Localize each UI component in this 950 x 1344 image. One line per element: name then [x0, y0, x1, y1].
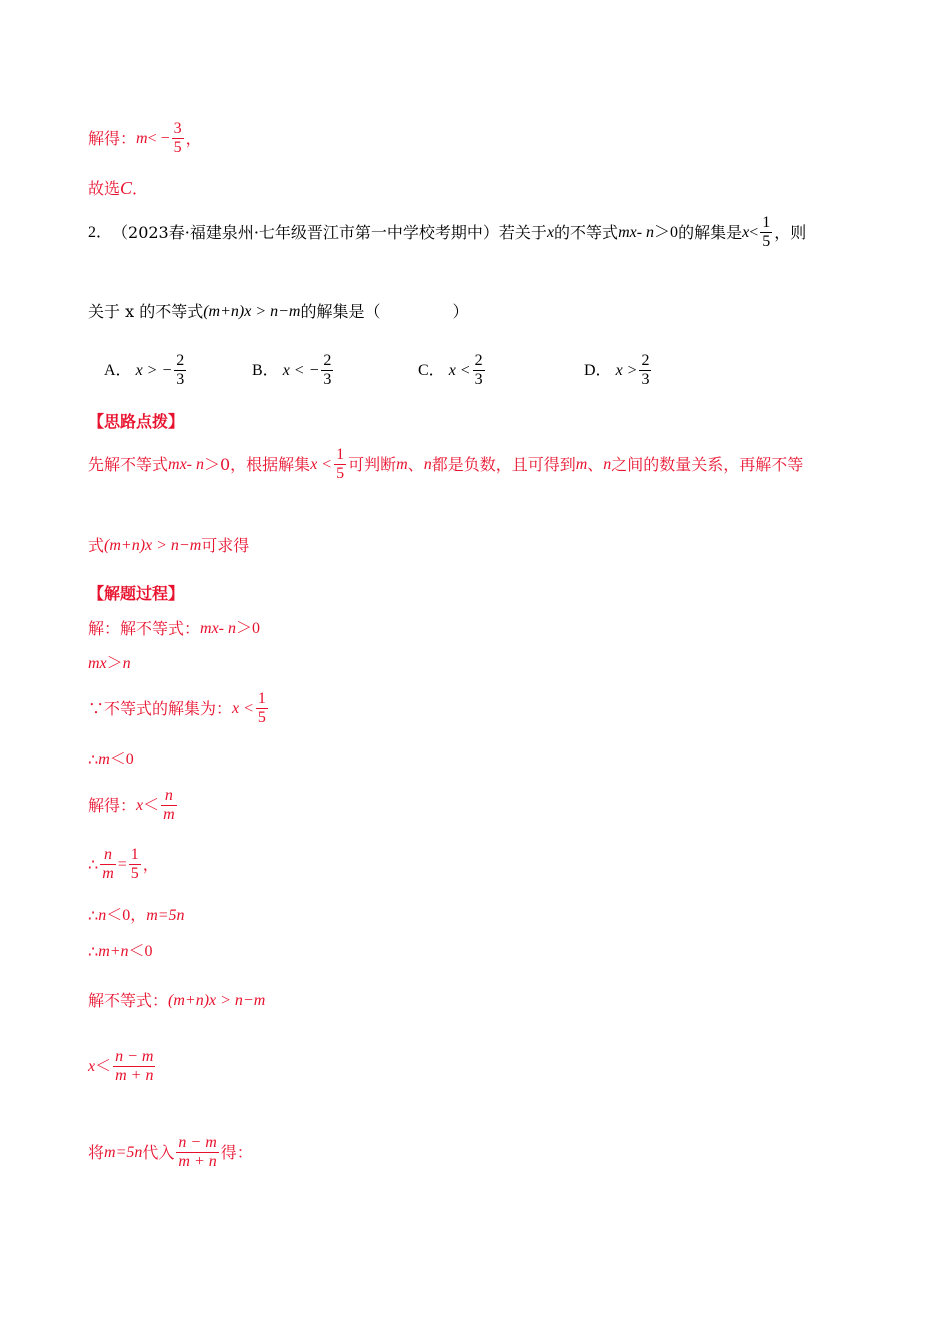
option-a[interactable]	[104, 352, 252, 390]
option-d-lhs: x >	[615, 362, 638, 380]
process-line-4	[88, 750, 134, 769]
process-l7-d: m=5n	[146, 907, 185, 924]
process-l2-b: ＞	[106, 655, 123, 672]
process-l6-end: ，	[142, 855, 159, 875]
question-ineq1-rest: ＞0	[654, 224, 679, 242]
prev-ineq-op: < −	[147, 130, 170, 148]
process-l4-c: ＜0	[109, 751, 134, 768]
option-c[interactable]	[418, 352, 584, 390]
question-stem-c: 的解集是	[678, 223, 743, 243]
hint-text-f: 可求得	[201, 536, 250, 555]
process-line-5	[88, 787, 179, 825]
process-l3-den: 5	[257, 709, 266, 727]
option-a-fraction	[174, 352, 186, 390]
process-heading	[88, 584, 184, 603]
question-stem-line-2	[88, 302, 469, 321]
hint-ineq-rest: ＞0，根据解集	[204, 455, 311, 475]
process-line-9	[88, 991, 265, 1010]
option-a-letter: A．	[104, 362, 132, 380]
process-l3-fraction	[256, 690, 268, 728]
process-line-7	[88, 906, 185, 925]
process-l2-c: n	[122, 655, 131, 672]
process-title: 【解题过程】	[88, 584, 185, 603]
process-l8-c: ＜0	[128, 943, 153, 960]
option-b-num: 2	[323, 352, 332, 369]
question-stem2-a: 关于 x 的不等式	[88, 302, 204, 321]
option-b-fraction	[321, 352, 333, 390]
hint-heading	[88, 412, 184, 431]
prev-frac-num: 3	[173, 120, 182, 137]
process-l1-b: mx- n	[200, 620, 236, 637]
option-a-lhs: x > −	[135, 362, 173, 380]
hint-line-2	[88, 536, 249, 555]
process-l6-fraction-1	[100, 846, 116, 884]
question-ineq2: (m+n)x > n−m	[203, 303, 301, 320]
process-l10-den: m + n	[115, 1067, 154, 1085]
process-line-8	[88, 942, 153, 961]
process-l7-c: ＜0，	[106, 907, 147, 924]
process-l10-b: ＜	[95, 1058, 112, 1076]
prev-trail: ，	[185, 129, 202, 149]
process-l9-a: 解不等式：	[88, 991, 169, 1010]
process-l11-b: m=5n	[104, 1144, 143, 1162]
hint-text-a: 先解不等式	[88, 455, 169, 475]
question-stem-b: 的不等式	[554, 223, 619, 243]
hint-text-b: 可判断	[348, 455, 397, 475]
process-l5-fraction	[161, 787, 177, 825]
hint-sep-2: 、	[587, 455, 604, 475]
options-row	[104, 352, 724, 390]
prev-frac-den: 5	[173, 139, 182, 157]
option-c-lhs: x <	[448, 362, 471, 380]
hint-sol-lhs: x <	[310, 456, 333, 474]
process-l9-b: (m+n)x > n−m	[168, 992, 266, 1009]
question-var-x: x	[546, 224, 555, 242]
process-line-3	[88, 690, 270, 728]
option-b[interactable]	[252, 352, 418, 390]
option-c-letter: C．	[418, 362, 445, 380]
hint-fraction	[334, 446, 346, 484]
option-d-letter: D．	[584, 362, 612, 380]
process-l5-b: x	[136, 797, 144, 815]
process-l6-num1: n	[103, 846, 112, 863]
option-d[interactable]	[584, 352, 653, 390]
prev-ineq-lhs: m	[136, 130, 148, 148]
option-b-lhs: x < −	[282, 362, 320, 380]
process-l5-num: n	[164, 787, 173, 804]
process-l4-b: m	[98, 751, 110, 768]
question-sol-num: 1	[762, 214, 771, 231]
prev-fraction	[172, 120, 184, 158]
option-c-den: 3	[474, 371, 483, 389]
process-l3-num: 1	[257, 690, 266, 707]
process-l11-a: 将	[88, 1143, 105, 1163]
prev-choose-answer: C	[120, 178, 133, 198]
process-l10-a: x	[88, 1058, 96, 1076]
prev-choose-end: ．	[132, 179, 149, 199]
process-l11-num: n − m	[178, 1134, 217, 1151]
hint-m-2: m	[575, 456, 588, 474]
process-l2-a: mx	[88, 655, 107, 672]
hint-den: 5	[336, 465, 345, 483]
hint-n-1: n	[423, 456, 432, 474]
option-b-letter: B．	[252, 362, 279, 380]
prev-choose-text: 故选	[88, 179, 121, 199]
hint-sep-1: 、	[407, 455, 424, 475]
option-c-num: 2	[474, 352, 483, 369]
option-a-num: 2	[176, 352, 185, 369]
question-stem2-b: 的解集是（	[300, 302, 381, 321]
process-l5-c: ＜	[143, 797, 160, 815]
prev-solution-line	[88, 120, 202, 158]
question-stem-line	[88, 214, 806, 252]
process-l6-den2: 5	[130, 865, 139, 883]
process-l1-c: ＞0	[236, 620, 261, 637]
process-l8-b: m+n	[98, 943, 129, 960]
process-l6-den1: m	[102, 865, 114, 883]
process-l10-num: n − m	[115, 1048, 154, 1065]
process-l7-b: n	[98, 907, 107, 924]
option-d-num: 2	[641, 352, 650, 369]
process-l11-d: 得：	[220, 1143, 253, 1163]
process-line-1	[88, 619, 260, 638]
process-line-2	[88, 654, 131, 673]
process-l5-den: m	[163, 806, 175, 824]
process-line-10	[88, 1048, 157, 1086]
option-d-den: 3	[641, 371, 650, 389]
question-ineq1: mx- n	[618, 224, 655, 242]
process-line-6	[88, 846, 159, 884]
hint-ineq2: (m+n)x > n−m	[104, 537, 202, 554]
process-line-11	[88, 1134, 253, 1172]
hint-text-d: 之间的数量关系，再解不等	[611, 455, 804, 475]
hint-n-2: n	[603, 456, 612, 474]
process-l8-a: ∴	[88, 942, 99, 961]
process-l11-den: m + n	[178, 1153, 217, 1171]
question-stem-a: 若关于	[498, 223, 547, 243]
process-l6-fraction-2	[129, 846, 141, 884]
question-number: 2．	[88, 224, 113, 242]
prev-choose-line	[88, 178, 148, 200]
process-l5-a: 解得：	[88, 796, 137, 816]
question-sol-op: <	[749, 224, 759, 242]
question-sol-lhs: x	[742, 224, 750, 242]
option-a-den: 3	[176, 371, 185, 389]
question-stem2-c: ）	[452, 302, 469, 321]
hint-text-e: 式	[88, 536, 105, 555]
process-l3-a: ∵不等式的解集为：	[88, 699, 233, 719]
process-l6-a: ∴	[88, 855, 99, 875]
hint-title: 【思路点拨】	[88, 412, 185, 431]
process-l11-fraction	[176, 1134, 218, 1172]
process-l11-c: 代入	[142, 1143, 175, 1163]
process-l7-a: ∴	[88, 906, 99, 925]
process-l10-fraction	[113, 1048, 155, 1086]
process-l6-num2: 1	[130, 846, 139, 863]
question-sol-den: 5	[762, 233, 771, 251]
process-l6-eq: =	[117, 856, 127, 874]
option-d-fraction	[639, 352, 651, 390]
process-l1-a: 解：解不等式：	[88, 619, 201, 638]
hint-num: 1	[336, 446, 345, 463]
process-l4-a: ∴	[88, 750, 99, 769]
question-source: （2023春·福建泉州·七年级晋江市第一中学校考期中）	[112, 223, 499, 243]
hint-line-1	[88, 446, 803, 484]
prev-solve-label: 解得：	[88, 129, 137, 149]
hint-ineq: mx- n	[168, 456, 204, 474]
process-l3-lhs: x <	[232, 700, 254, 718]
hint-m-1: m	[396, 456, 408, 474]
question-sol-fraction	[760, 214, 772, 252]
hint-text-c: 都是负数，且可得到	[431, 455, 576, 475]
option-c-fraction	[473, 352, 485, 390]
option-b-den: 3	[323, 371, 332, 389]
question-stem-d: ，则	[774, 223, 807, 243]
